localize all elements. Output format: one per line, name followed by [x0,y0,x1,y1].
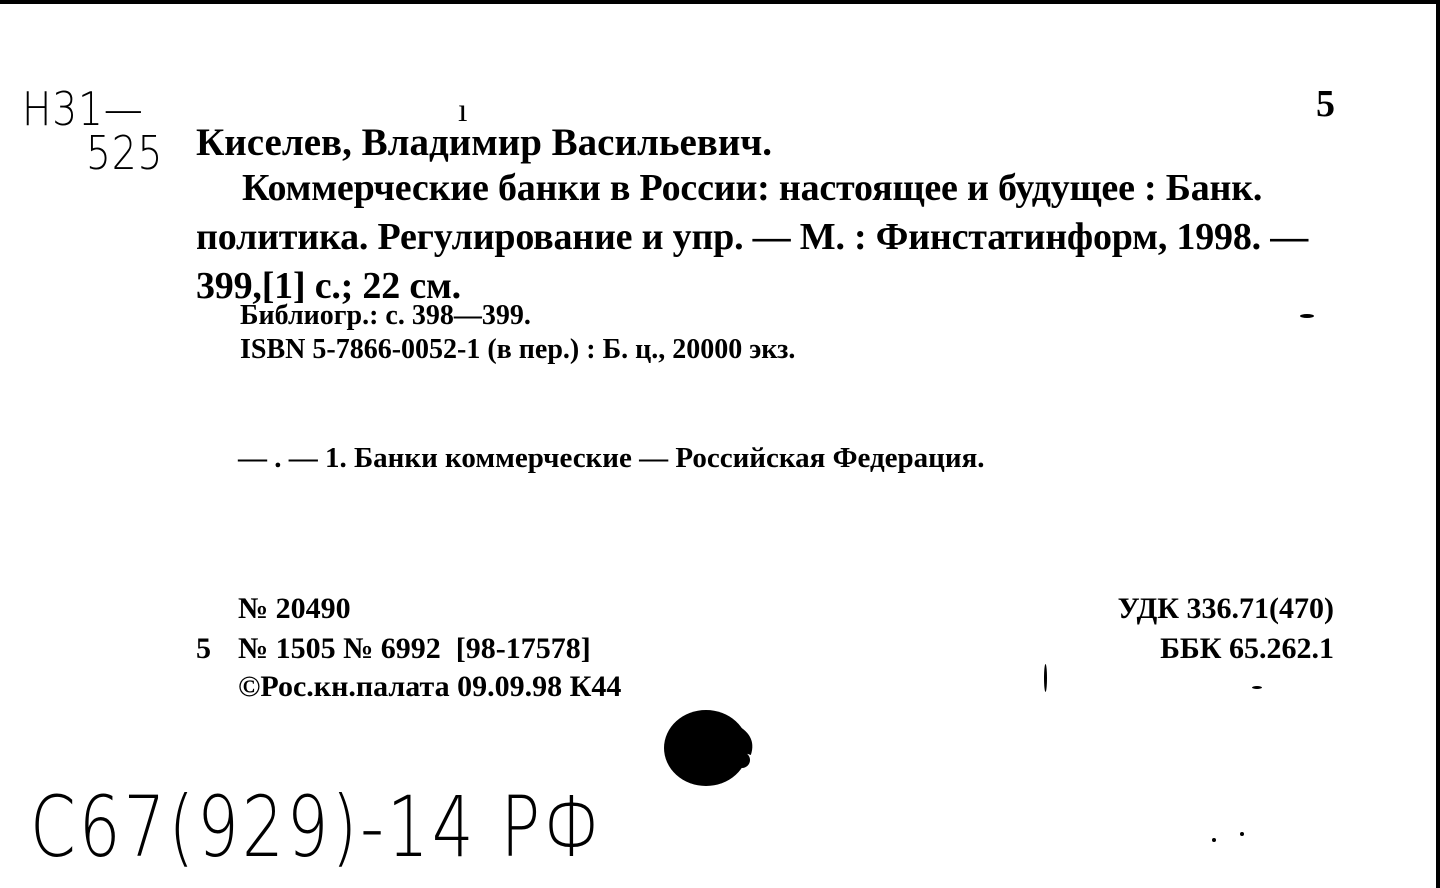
registration-numbers: № 1505 № 6992 [98-17578] [238,632,591,665]
handwritten-call-number: С67(929)-14 РФ [30,778,603,876]
shelfmark-line-1: Н31— [22,82,144,136]
copyright-line: ©Рос.кн.палата 09.09.98 К44 [238,670,622,703]
card-border-right [1436,0,1440,888]
speck [1212,838,1216,842]
pencil-mark-icon: ı [458,92,468,129]
card-number: 5 [1316,83,1335,125]
bbk-code: ББК 65.262.1 [1160,632,1334,665]
bibliography-note: Библиогр.: с. 398—399. [240,300,531,331]
speck [1252,686,1262,689]
isbn-note: ISBN 5-7866-0052-1 (в пер.) : Б. ц., 20000 экз. [240,334,796,365]
speck [1240,832,1244,836]
author-heading: Киселев, Владимир Васильевич. [196,121,773,164]
udk-code: УДК 336.71(470) [1117,592,1334,625]
registration-prefix: 5 [196,632,211,665]
subject-heading: — . — 1. Банки коммерческие — Российская Федерация. [238,442,985,474]
ink-blot-icon [662,706,758,792]
speck [1044,664,1047,692]
shelfmark-line-2: 525 [86,126,164,180]
registration-number: № 20490 [238,592,351,625]
card-border-top [0,0,1440,4]
speck [1300,314,1314,318]
title-description: Коммерческие банки в России: настоящее и будущее : Банк. политика. Регулирование и упр. — М. : Финстатинформ, 1998. — 399,[1] с.; 22 см. [196,167,1309,307]
